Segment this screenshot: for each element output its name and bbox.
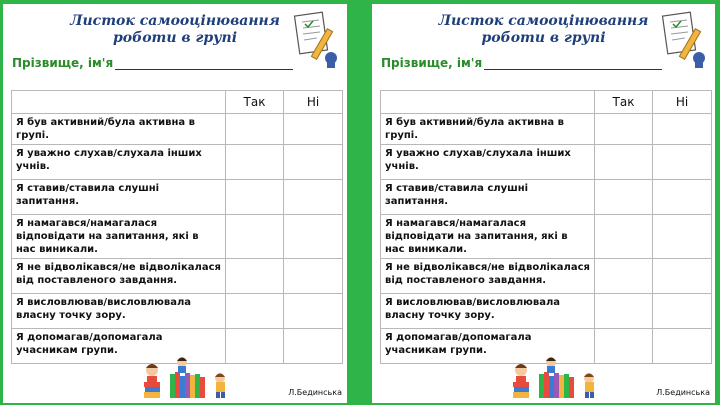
no-cell[interactable]: [653, 259, 712, 294]
no-cell[interactable]: [284, 329, 343, 364]
self-assessment-sheet-left: [3, 4, 347, 403]
table-row: [381, 294, 712, 329]
statement-cell: Я висловлював/висловлювала власну точку зору.: [381, 294, 595, 329]
no-cell[interactable]: [653, 114, 712, 145]
yes-cell[interactable]: [226, 180, 284, 215]
statement-cell: Я не відволікався/не відволікалася від поставленого завдання.: [381, 259, 595, 294]
document-pencil-icon: [661, 10, 709, 68]
document-pencil-icon: [293, 10, 341, 68]
statement-cell: Я не відволікався/не відволікалася від поставленого завдання.: [12, 259, 226, 294]
name-label: Прізвище, ім'я: [12, 56, 114, 70]
statement-cell: Я намагався/намагалася відповідати на запитання, які в нас виникали.: [12, 215, 226, 259]
table-header-row: [12, 91, 343, 114]
table-row: [381, 145, 712, 180]
no-cell[interactable]: [284, 294, 343, 329]
no-cell[interactable]: [653, 215, 712, 259]
kids-reading-books-illustration: [134, 352, 234, 400]
yes-cell[interactable]: [226, 329, 284, 364]
statement-cell: Я був активний/була активна в групі.: [12, 114, 226, 145]
yes-cell[interactable]: [595, 215, 653, 259]
name-input-line[interactable]: [115, 57, 293, 70]
assessment-table: [11, 90, 343, 364]
yes-cell[interactable]: [595, 114, 653, 145]
author-signature: Л.Бединська: [656, 388, 710, 397]
header-no: Ні: [284, 91, 343, 114]
no-cell[interactable]: [653, 294, 712, 329]
table-row: [12, 180, 343, 215]
sheet-title: Листок самооцінювання роботи в групі: [438, 13, 649, 46]
header-statement: [381, 91, 595, 114]
kids-reading-books-illustration: [503, 352, 603, 400]
header-statement: [12, 91, 226, 114]
header-yes: Так: [226, 91, 284, 114]
statement-cell: Я ставив/ставила слушні запитання.: [381, 180, 595, 215]
table-row: [12, 215, 343, 259]
header-yes: Так: [595, 91, 653, 114]
yes-cell[interactable]: [226, 215, 284, 259]
table-row: [381, 215, 712, 259]
statement-cell: Я ставив/ставила слушні запитання.: [12, 180, 226, 215]
table-row: [12, 114, 343, 145]
name-field-row: [381, 56, 662, 70]
yes-cell[interactable]: [595, 180, 653, 215]
statement-cell: Я був активний/була активна в групі.: [381, 114, 595, 145]
no-cell[interactable]: [653, 329, 712, 364]
yes-cell[interactable]: [595, 329, 653, 364]
statement-cell: Я уважно слухав/слухала інших учнів.: [381, 145, 595, 180]
header-no: Ні: [653, 91, 712, 114]
no-cell[interactable]: [284, 145, 343, 180]
sheet-title: Листок самооцінювання роботи в групі: [70, 13, 280, 46]
yes-cell[interactable]: [595, 145, 653, 180]
no-cell[interactable]: [284, 114, 343, 145]
no-cell[interactable]: [284, 180, 343, 215]
author-signature: Л.Бединська: [288, 388, 342, 397]
self-assessment-sheet-right: [372, 4, 715, 403]
statement-cell: Я допомагав/допомагала учасникам групи.: [12, 329, 226, 364]
statement-cell: Я допомагав/допомагала учасникам групи.: [381, 329, 595, 364]
table-row: [381, 180, 712, 215]
no-cell[interactable]: [284, 259, 343, 294]
table-header-row: [381, 91, 712, 114]
yes-cell[interactable]: [226, 145, 284, 180]
table-row: [12, 259, 343, 294]
yes-cell[interactable]: [226, 114, 284, 145]
yes-cell[interactable]: [595, 259, 653, 294]
yes-cell[interactable]: [226, 259, 284, 294]
yes-cell[interactable]: [226, 294, 284, 329]
assessment-table: [380, 90, 712, 364]
table-row: [381, 114, 712, 145]
no-cell[interactable]: [284, 215, 343, 259]
table-row: [12, 294, 343, 329]
table-row: [12, 145, 343, 180]
no-cell[interactable]: [653, 145, 712, 180]
no-cell[interactable]: [653, 180, 712, 215]
table-row: [381, 259, 712, 294]
statement-cell: Я висловлював/висловлювала власну точку зору.: [12, 294, 226, 329]
statement-cell: Я уважно слухав/слухала інших учнів.: [12, 145, 226, 180]
yes-cell[interactable]: [595, 294, 653, 329]
name-field-row: [12, 56, 293, 70]
name-input-line[interactable]: [484, 57, 662, 70]
statement-cell: Я намагався/намагалася відповідати на запитання, які в нас виникали.: [381, 215, 595, 259]
name-label: Прізвище, ім'я: [381, 56, 483, 70]
